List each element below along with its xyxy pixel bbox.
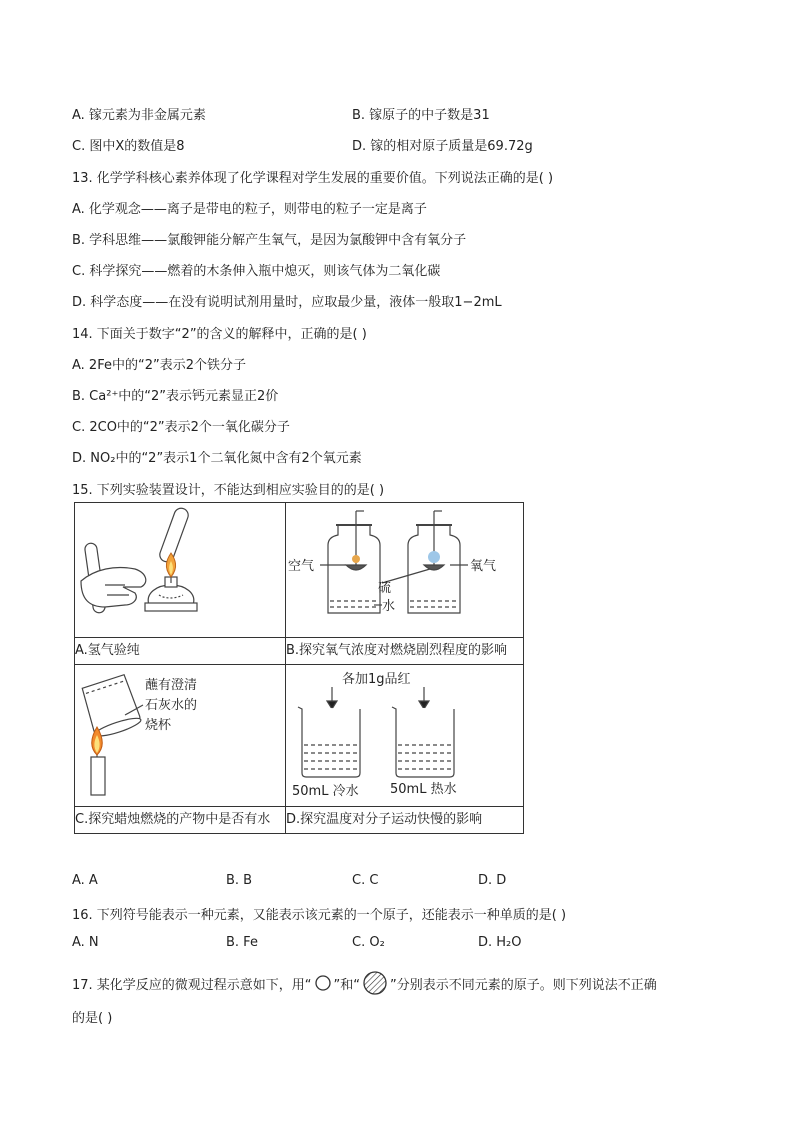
q16-option-b: B. Fe xyxy=(226,935,258,950)
q14-stem: 14. 下面关于数字“2”的含义的解释中，正确的是( ) xyxy=(72,327,367,342)
caption-a: A.氢气验纯 xyxy=(75,638,286,665)
label-sulfur: 硫 xyxy=(378,581,392,596)
label-water: 水 xyxy=(382,599,396,614)
q14-option-c: C. 2CO中的“2”表示2个一氧化碳分子 xyxy=(72,420,290,435)
q13-option-b: B. 学科思维——氯酸钾能分解产生氧气，是因为氯酸钾中含有氧分子 xyxy=(72,233,467,248)
q14-option-a: A. 2Fe中的“2”表示2个铁分子 xyxy=(72,358,246,373)
q13-stem: 13. 化学学科核心素养体现了化学课程对学生发展的重要价值。下列说法正确的是( ) xyxy=(72,171,554,186)
q15-option-a: A. A xyxy=(72,873,98,888)
label-air: 空气 xyxy=(288,559,315,574)
caption-b: B.探究氧气浓度对燃烧剧烈程度的影响 xyxy=(286,638,524,665)
label-beaker-line3: 烧杯 xyxy=(145,718,172,733)
caption-c: C.探究蜡烛燃烧的产物中是否有水 xyxy=(75,807,286,834)
q15-option-b: B. B xyxy=(226,873,253,888)
q17-stem-part2: ”和“ xyxy=(333,977,361,993)
label-add-pinkred: 各加1g品红 xyxy=(342,672,411,687)
hatched-circle-atom-icon xyxy=(362,970,388,996)
figure-beakers-temperature xyxy=(286,665,524,807)
q15-experiment-table xyxy=(74,502,524,834)
q13-option-d: D. 科学态度——在没有说明试剂用量时，应取最少量，液体一般取1−2mL xyxy=(72,295,502,310)
label-cold-water: 50mL 冷水 xyxy=(292,784,359,799)
q12-option-c: C. 图中X的数值是8 xyxy=(72,139,185,154)
q12-option-b: B. 镓原子的中子数是31 xyxy=(352,108,490,123)
label-beaker-line1: 蘸有澄清 xyxy=(145,678,198,693)
q16-option-a: A. N xyxy=(72,935,99,950)
label-beaker-line2: 石灰水的 xyxy=(145,698,198,713)
label-oxygen: 氧气 xyxy=(470,559,497,574)
white-circle-atom-icon xyxy=(314,974,332,992)
q17-stem-line2: 的是( ) xyxy=(72,1011,113,1026)
figure-hydrogen-purity xyxy=(75,503,286,638)
q15-stem: 15. 下列实验装置设计，不能达到相应实验目的的是( ) xyxy=(72,483,385,498)
q14-option-b: B. Ca²⁺中的“2”表示钙元素显正2价 xyxy=(72,389,279,404)
q17-stem xyxy=(72,970,657,996)
q12-option-a: A. 镓元素为非金属元素 xyxy=(72,108,206,123)
q15-option-d: D. D xyxy=(478,873,507,888)
caption-d: D.探究温度对分子运动快慢的影响 xyxy=(286,807,524,834)
q13-option-a: A. 化学观念——离子是带电的粒子，则带电的粒子一定是离子 xyxy=(72,202,427,217)
q13-option-c: C. 科学探究——燃着的木条伸入瓶中熄灭，则该气体为二氧化碳 xyxy=(72,264,441,279)
q17-stem-part1: 17. 某化学反应的微观过程示意如下，用“ xyxy=(72,977,312,993)
q16-option-c: C. O₂ xyxy=(352,935,385,950)
q16-stem: 16. 下列符号能表示一种元素，又能表示该元素的一个原子，还能表示一种单质的是( ) xyxy=(72,908,567,923)
figure-sulfur-combustion xyxy=(286,503,524,638)
q12-option-d: D. 镓的相对原子质量是69.72g xyxy=(352,139,533,154)
q17-stem-part3: ”分别表示不同元素的原子。则下列说法不正确 xyxy=(390,977,657,993)
q14-option-d: D. NO₂中的“2”表示1个二氧化氮中含有2个氧元素 xyxy=(72,451,362,466)
label-hot-water: 50mL 热水 xyxy=(390,782,457,797)
figure-candle-beaker xyxy=(75,665,286,807)
q16-option-d: D. H₂O xyxy=(478,935,522,950)
q15-option-c: C. C xyxy=(352,873,379,888)
